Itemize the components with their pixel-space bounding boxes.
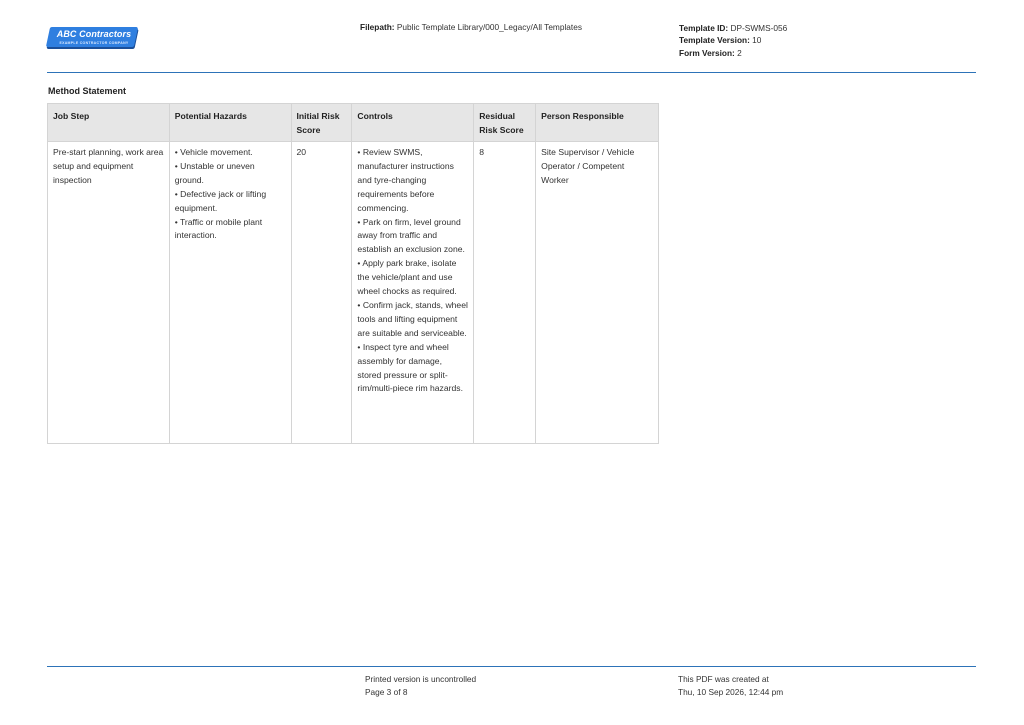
template-id-label: Template ID: xyxy=(679,23,729,33)
column-header-residual-risk-score: Residual Risk Score xyxy=(474,104,536,142)
uncontrolled-notice: Printed version is uncontrolled xyxy=(365,674,477,684)
filepath xyxy=(360,22,582,32)
cell-controls xyxy=(352,142,474,444)
cell-potential-hazards xyxy=(169,142,291,444)
hazard-item: • Defective jack or lifting equipment. xyxy=(174,188,267,213)
template-version-value: 10 xyxy=(752,35,762,46)
column-header-potential-hazards: Potential Hazards xyxy=(169,104,291,142)
logo-tagline: EXAMPLE CONTRACTOR COMPANY xyxy=(59,41,129,45)
control-item: • Review SWMS, manufacturer instructions and tyre-changing requirements before commencing. xyxy=(357,147,454,213)
template-id-value: DP-SWMS-056 xyxy=(730,23,788,33)
page-number: Page 3 of 8 xyxy=(365,686,408,697)
template-id xyxy=(679,22,787,34)
logo-name: ABC Contractors xyxy=(56,29,132,39)
cell-initial-risk-score: 20 xyxy=(291,142,352,444)
control-item: • Inspect tyre and wheel assembly for damage, stored pressure or split-rim/multi-piece rim hazards. xyxy=(357,341,463,394)
footer-divider xyxy=(47,666,976,667)
cell-job-step: Pre-start planning, work area setup and equipment inspection xyxy=(48,142,170,444)
filepath-value: Public Template Library/000_Legacy/All Templates xyxy=(396,22,582,32)
column-header-controls: Controls xyxy=(352,104,474,142)
method-statement-table xyxy=(47,103,659,444)
header-divider xyxy=(47,72,976,73)
footer-right xyxy=(678,673,783,698)
hazard-item: • Vehicle movement. xyxy=(174,147,253,157)
column-header-person-responsible: Person Responsible xyxy=(536,104,659,142)
column-header-initial-risk-score: Initial Risk Score xyxy=(291,104,352,142)
cell-residual-risk-score: 8 xyxy=(474,142,536,444)
hazard-item: • Unstable or uneven ground. xyxy=(174,160,255,185)
column-header-job-step: Job Step xyxy=(48,104,170,142)
template-version-label: Template Version: xyxy=(679,35,750,46)
form-version xyxy=(679,47,787,59)
form-version-label: Form Version: xyxy=(679,47,735,58)
cell-person-responsible: Site Supervisor / Vehicle Operator / Competent Worker xyxy=(536,142,659,444)
section-title: Method Statement xyxy=(48,86,127,96)
footer-center xyxy=(365,673,476,698)
created-label: This PDF was created at xyxy=(678,674,769,684)
table-row xyxy=(48,142,659,444)
control-item: • Park on firm, level ground away from traffic and establish an exclusion zone. xyxy=(357,216,465,255)
template-info xyxy=(679,22,787,59)
table-header-row xyxy=(48,104,659,142)
control-item: • Confirm jack, stands, wheel tools and lifting equipment are suitable and serviceable. xyxy=(357,299,468,338)
template-version xyxy=(679,34,787,46)
company-logo xyxy=(48,27,138,52)
created-timestamp: Thu, 10 Sep 2026, 12:44 pm xyxy=(678,686,784,697)
hazard-item: • Traffic or mobile plant interaction. xyxy=(174,216,263,241)
control-item: • Apply park brake, isolate the vehicle/plant and use wheel chocks as required. xyxy=(357,258,457,297)
form-version-value: 2 xyxy=(737,47,742,58)
filepath-label: Filepath: xyxy=(360,22,395,32)
